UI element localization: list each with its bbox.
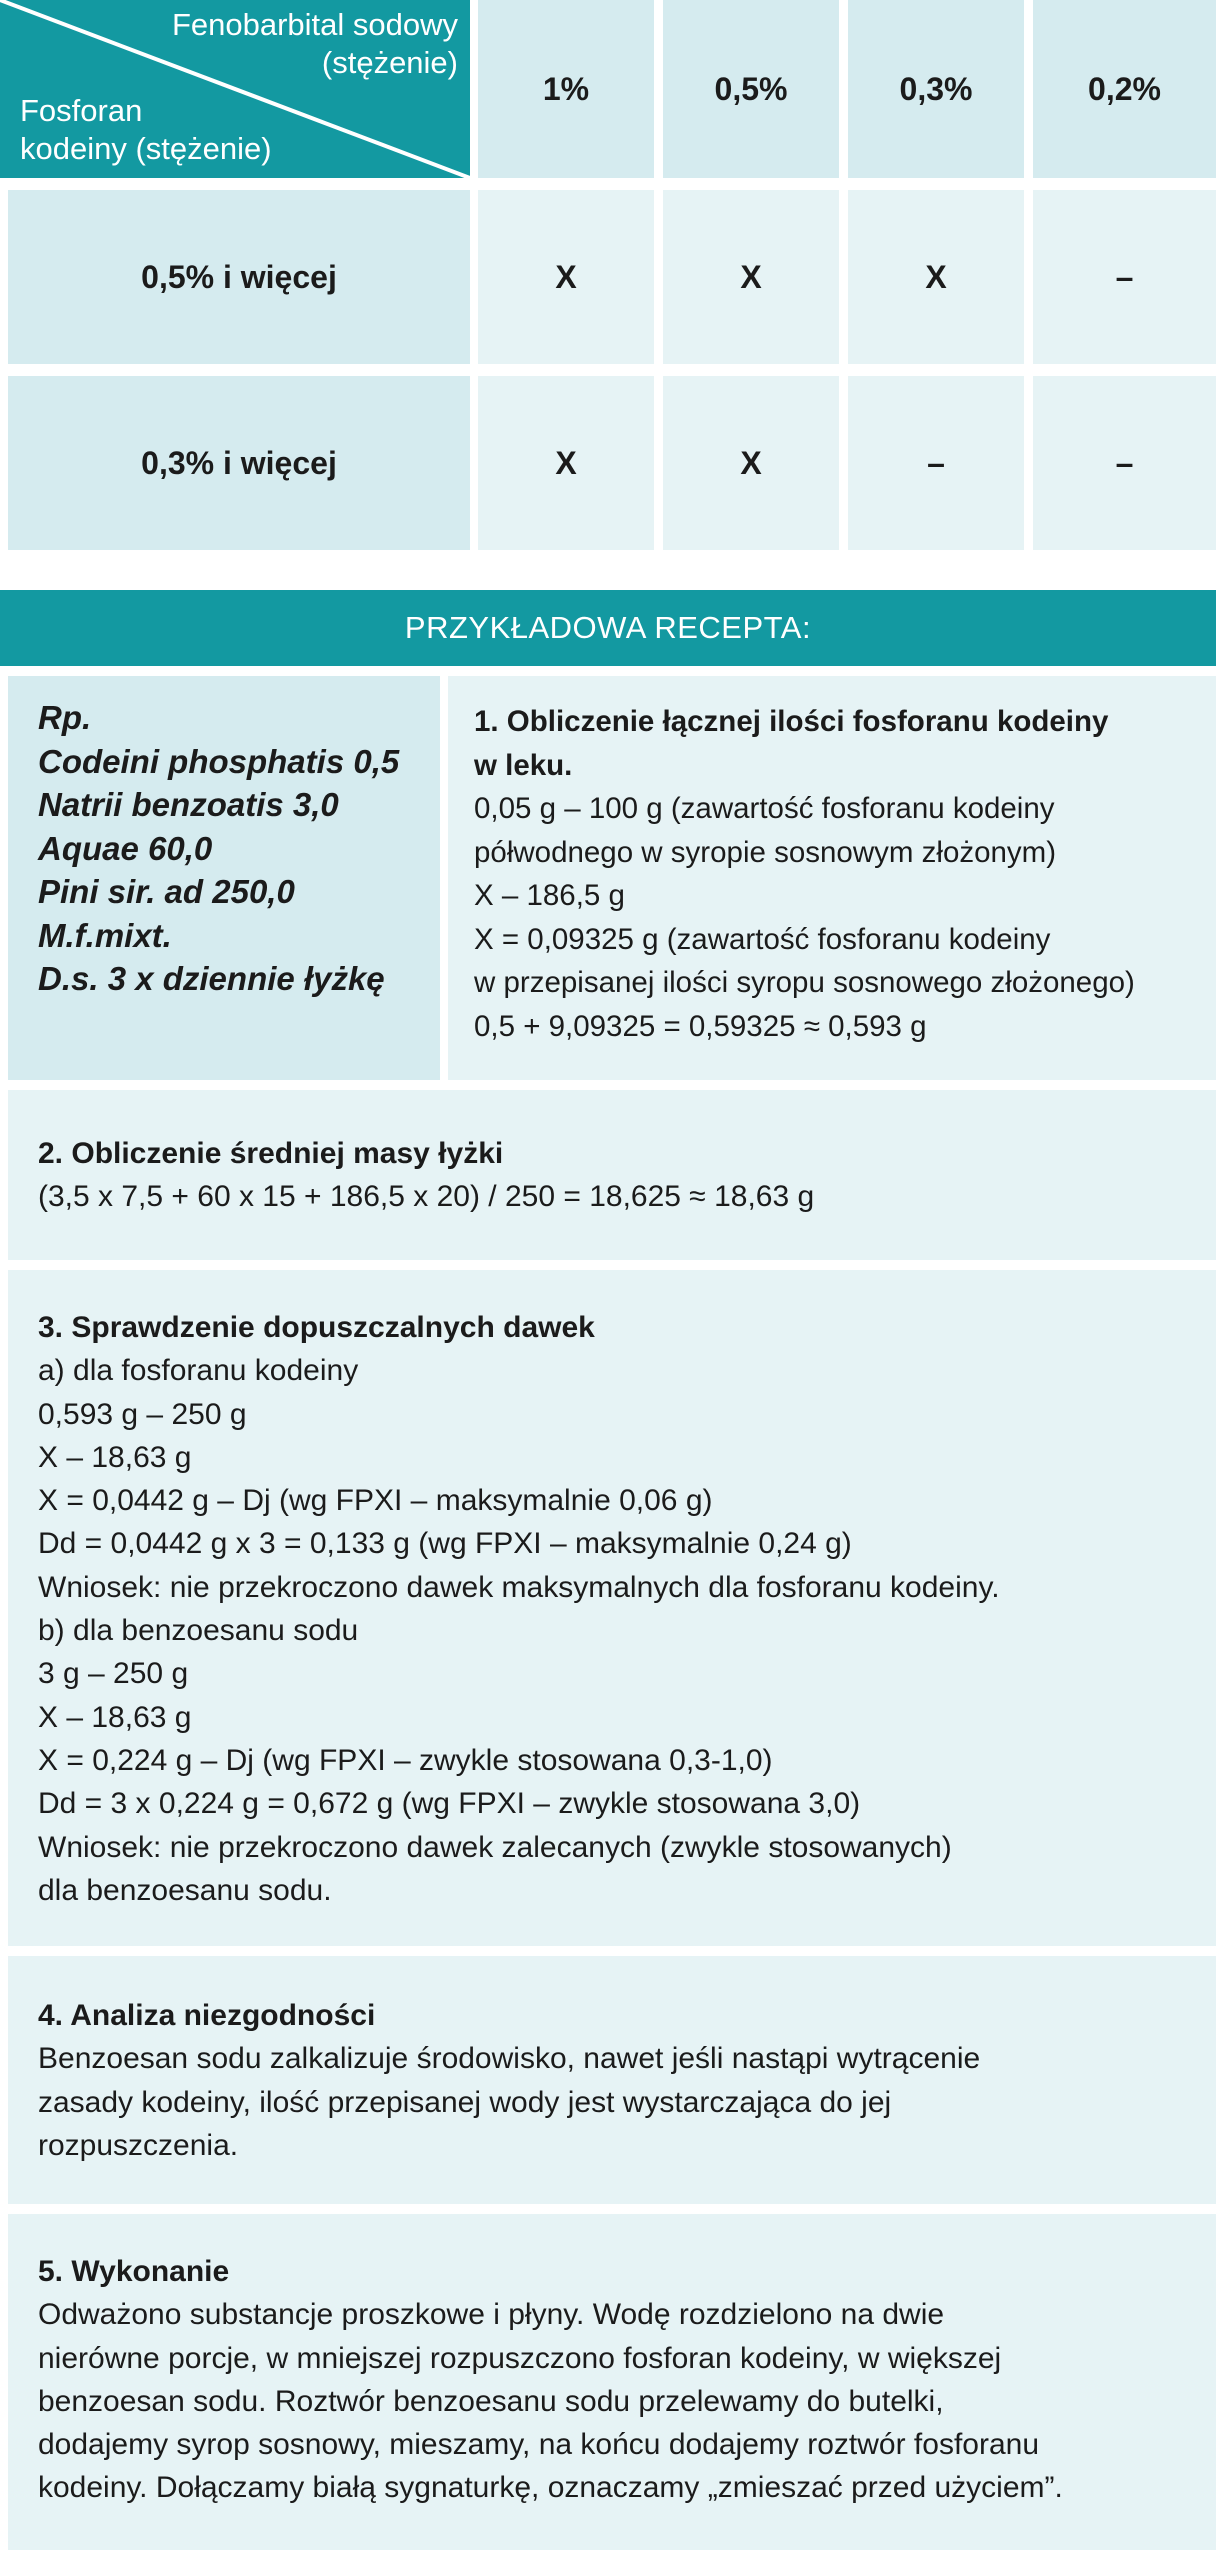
section-3-line: Wniosek: nie przekroczono dawek zalecanych (zwykle stosowanych)	[38, 1830, 952, 1864]
prescription-line: Aquae 60,0	[38, 829, 213, 867]
section-5-execution	[8, 2214, 1216, 2550]
prescription-line: M.f.mixt.	[38, 916, 172, 954]
example-prescription-banner: PRZYKŁADOWA RECEPTA:	[0, 590, 1216, 666]
table-cell: X	[663, 190, 839, 364]
section-1-line: 0,05 g – 100 g (zawartość fosforanu kodeiny	[474, 792, 1055, 825]
section-1-line: X = 0,09325 g (zawartość fosforanu kodeiny	[474, 922, 1051, 956]
table-cell: X	[478, 190, 654, 364]
prescription-line: Codeini phosphatis 0,5	[38, 742, 400, 780]
column-header-1: 1%	[478, 0, 654, 178]
corner-top-line-1: Fenobarbital sodowy	[171, 7, 458, 42]
corner-top-line-2: (stężenie)	[321, 45, 458, 80]
prescription-line: Pini sir. ad 250,0	[38, 873, 295, 910]
section-1-line: X – 186,5 g	[474, 879, 625, 912]
section-4-line: Benzoesan sodu zalkalizuje środowisko, nawet jeśli nastąpi wytrącenie	[38, 2042, 981, 2076]
corner-row-label	[20, 92, 272, 168]
section-3-title: 3. Sprawdzenie dopuszczalnych dawek	[38, 1311, 595, 1344]
corner-bottom-line-1: Fosforan	[20, 93, 143, 128]
section-2-title: 2. Obliczenie średniej masy łyżki	[38, 1137, 504, 1170]
section-4-title: 4. Analiza niezgodności	[38, 1999, 376, 2032]
section-1-line: 0,5 + 9,09325 = 0,59325 ≈ 0,593 g	[474, 1009, 927, 1043]
column-header-4: 0,2%	[1033, 0, 1216, 178]
corner-column-label	[172, 6, 458, 82]
prescription-line: D.s. 3 x dziennie łyżkę	[38, 960, 385, 997]
section-3-line: X = 0,0442 g – Dj (wg FPXI – maksymalnie 0,06 g)	[38, 1484, 713, 1518]
section-1-line: półwodnego w syropie sosnowym złożonym)	[474, 835, 1057, 869]
section-3-line: X = 0,224 g – Dj (wg FPXI – zwykle stosowana 0,3-1,0)	[38, 1743, 773, 1777]
section-5-line: benzoesan sodu. Roztwór benzoesanu sodu przelewamy do butelki,	[38, 2384, 944, 2418]
section-3-line: b) dla benzoesanu sodu	[38, 1614, 359, 1648]
section-3-line: 3 g – 250 g	[38, 1657, 189, 1691]
table-cell: –	[848, 376, 1024, 550]
section-4-line: rozpuszczenia.	[38, 2128, 239, 2162]
prescription-box	[8, 676, 440, 1080]
section-3-line: X – 18,63 g	[38, 1700, 192, 1734]
section-1-line: w przepisanej ilości syropu sosnowego złożonego)	[474, 966, 1135, 999]
section-3-line: Wniosek: nie przekroczono dawek maksymalnych dla fosforanu kodeiny.	[38, 1570, 1000, 1604]
row-label-2: 0,3% i więcej	[8, 376, 470, 550]
section-5-line: dodajemy syrop sosnowy, mieszamy, na końcu dodajemy roztwór fosforanu	[38, 2428, 1040, 2462]
section-2-spoon-mass	[8, 1090, 1216, 1260]
column-header-2: 0,5%	[663, 0, 839, 178]
section-2-line: (3,5 x 7,5 + 60 x 15 + 186,5 x 20) / 250 = 18,625 ≈ 18,63 g	[38, 1180, 815, 1214]
table-cell: X	[478, 376, 654, 550]
section-5-title: 5. Wykonanie	[38, 2255, 230, 2288]
section-1-title-line-2: w leku.	[474, 748, 573, 782]
prescription-line: Natrii benzoatis 3,0	[38, 786, 339, 823]
section-5-line: nierówne porcje, w mniejszej rozpuszczono fosforan kodeiny, w większej	[38, 2341, 1002, 2375]
section-3-line: a) dla fosforanu kodeiny	[38, 1354, 359, 1388]
table-cell: –	[1033, 376, 1216, 550]
section-5-line: Odważono substancje proszkowe i płyny. Wodę rozdzielono na dwie	[38, 2298, 945, 2332]
table-cell: X	[848, 190, 1024, 364]
section-3-line: 0,593 g – 250 g	[38, 1397, 247, 1431]
row-label-1: 0,5% i więcej	[8, 190, 470, 364]
section-4-line: zasady kodeiny, ilość przepisanej wody jest wystarczająca do jej	[38, 2085, 892, 2119]
section-3-dose-check	[8, 1270, 1216, 1946]
column-header-3: 0,3%	[848, 0, 1024, 178]
section-3-line: dla benzoesanu sodu.	[38, 1873, 332, 1907]
prescription-line: Rp.	[38, 699, 92, 736]
section-3-line: X – 18,63 g	[38, 1440, 192, 1474]
table-corner-header	[0, 0, 470, 178]
section-1-title-line-1: 1. Obliczenie łącznej ilości fosforanu kodeiny	[474, 705, 1109, 738]
section-3-line: Dd = 3 x 0,224 g = 0,672 g (wg FPXI – zwykle stosowana 3,0)	[38, 1787, 861, 1821]
table-cell: X	[663, 376, 839, 550]
section-4-incompatibility-analysis	[8, 1956, 1216, 2204]
section-5-line: kodeiny. Dołączamy białą sygnaturkę, oznaczamy „zmieszać przed użyciem”.	[38, 2471, 1063, 2505]
corner-bottom-line-2: kodeiny (stężenie)	[20, 131, 272, 166]
section-1-total-codeine	[448, 676, 1216, 1080]
section-3-line: Dd = 0,0442 g x 3 = 0,133 g (wg FPXI – maksymalnie 0,24 g)	[38, 1527, 852, 1561]
table-cell: –	[1033, 190, 1216, 364]
